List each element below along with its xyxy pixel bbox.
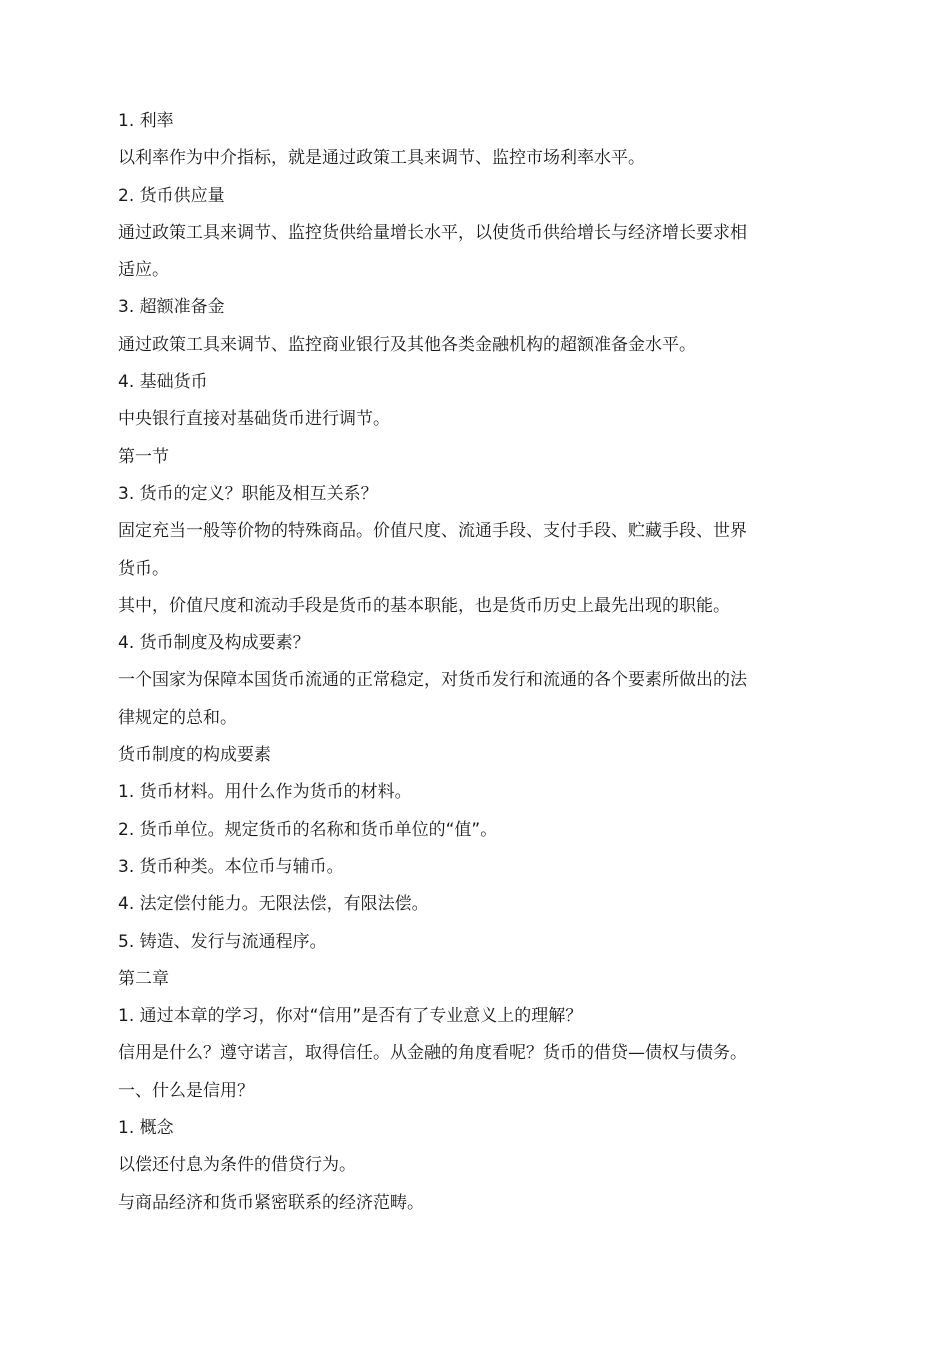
paragraph: 以偿还付息为条件的借贷行为。 [118, 1155, 356, 1176]
subheading: 一、什么是信用？ [118, 1080, 254, 1101]
paragraph: 其中，价值尺度和流动手段是货币的基本职能，也是货币历史上最先出现的职能。 [118, 595, 730, 616]
question-heading: 1. 通过本章的学习，你对“信用”是否有了专业意义上的理解？ [118, 1006, 583, 1027]
paragraph: 与商品经济和货币紧密联系的经济范畴。 [118, 1192, 424, 1213]
paragraph: 通过政策工具来调节、监控货供给量增长水平，以使货币供给增长与经济增长要求相 [118, 222, 747, 243]
question-heading: 4. 货币制度及构成要素？ [118, 633, 310, 654]
heading-concept: 1. 概念 [118, 1118, 174, 1139]
list-item: 2. 货币单位。规定货币的名称和货币单位的“值”。 [118, 819, 498, 840]
list-item: 3. 货币种类。本位币与辅币。 [118, 856, 344, 877]
paragraph: 中央银行直接对基础货币进行调节。 [118, 409, 390, 430]
paragraph: 信用是什么？遵守诺言，取得信任。从金融的角度看呢？货币的借贷—债权与债务。 [118, 1043, 747, 1064]
heading-base-money: 4. 基础货币 [118, 372, 208, 393]
list-item: 1. 货币材料。用什么作为货币的材料。 [118, 782, 412, 803]
paragraph: 一个国家为保障本国货币流通的正常稳定，对货币发行和流通的各个要素所做出的法 [118, 670, 747, 691]
heading-excess-reserves: 3. 超额准备金 [118, 297, 225, 318]
paragraph: 通过政策工具来调节、监控商业银行及其他各类金融机构的超额准备金水平。 [118, 334, 696, 355]
paragraph: 固定充当一般等价物的特殊商品。价值尺度、流通手段、支付手段、贮藏手段、世界 [118, 521, 747, 542]
heading-interest-rate: 1. 利率 [118, 111, 174, 131]
paragraph: 以利率作为中介指标，就是通过政策工具来调节、监控市场利率水平。 [118, 148, 645, 169]
paragraph-continuation: 适应。 [118, 260, 169, 281]
list-item: 5. 铸造、发行与流通程序。 [118, 931, 327, 952]
paragraph-continuation: 律规定的总和。 [118, 707, 237, 728]
subheading: 货币制度的构成要素 [118, 745, 271, 766]
document-body [118, 103, 798, 1222]
list-item: 4. 法定偿付能力。无限法偿，有限法偿。 [118, 894, 429, 915]
section-heading: 第一节 [118, 446, 169, 467]
paragraph-continuation: 货币。 [118, 558, 169, 579]
chapter-heading: 第二章 [118, 968, 169, 989]
question-heading: 3. 货币的定义？职能及相互关系？ [118, 483, 378, 504]
heading-money-supply: 2. 货币供应量 [118, 185, 225, 206]
